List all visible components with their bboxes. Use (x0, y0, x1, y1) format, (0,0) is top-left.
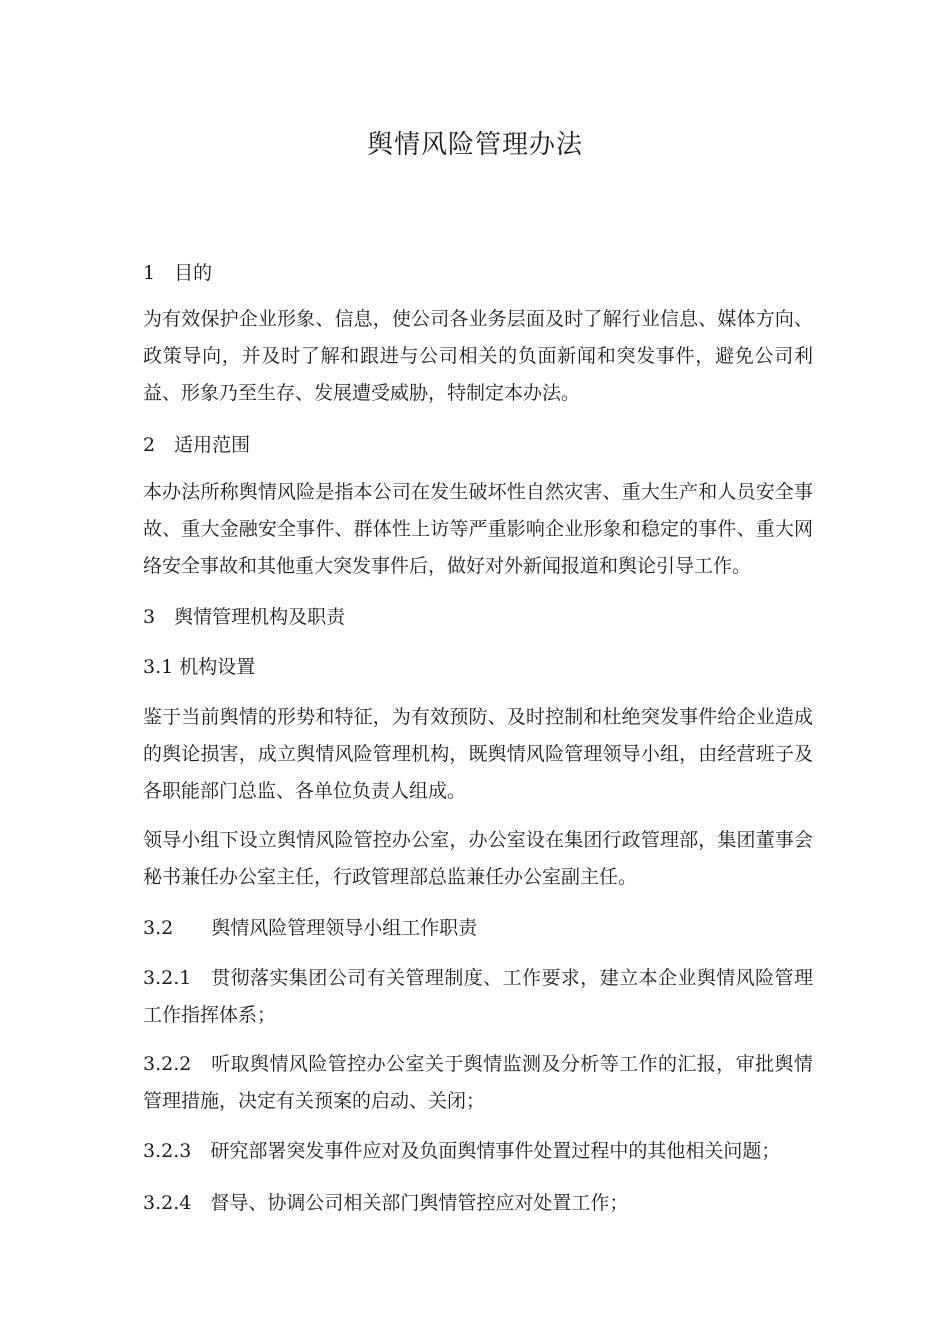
duty-item-3-2-1: 3.2.1 贯彻落实集团公司有关管理制度、工作要求，建立本企业舆情风险管理工作指挥体系； (143, 967, 813, 1026)
duty-item-3-2-4: 3.2.4 督导、协调公司相关部门舆情管控应对处置工作； (143, 1192, 629, 1214)
section-heading-3-2: 3.2 舆情风险管理领导小组工作职责 (143, 917, 478, 939)
document-title: 舆情风险管理办法 (366, 130, 583, 160)
section-heading-3-1: 3.1 机构设置 (143, 656, 256, 678)
section-heading-3: 3 舆情管理机构及职责 (143, 606, 346, 628)
section-heading-1: 1 目的 (143, 262, 213, 284)
paragraph-scope: 本办法所称舆情风险是指本公司在发生破坏性自然灾害、重大生产和人员安全事故、重大金融安全事件、群体性上访等严重影响企业形象和稳定的事件、重大网络安全事故和其他重大突发事件后，做好对外新闻报道和舆论引导工作。 (143, 481, 813, 577)
duty-item-3-2-2: 3.2.2 听取舆情风险管控办公室关于舆情监测及分析等工作的汇报，审批舆情管理措施，决定有关预案的启动、关闭； (143, 1053, 813, 1112)
section-heading-2: 2 适用范围 (143, 434, 251, 456)
duty-item-3-2-3: 3.2.3 研究部署突发事件应对及负面舆情事件处置过程中的其他相关问题； (143, 1140, 781, 1162)
paragraph-purpose: 为有效保护企业形象、信息，使公司各业务层面及时了解行业信息、媒体方向、政策导向，并及时了解和跟进与公司相关的负面新闻和突发事件，避免公司利益、形象乃至生存、发展遭受威胁，特制定本办法。 (143, 308, 813, 404)
paragraph-office: 领导小组下设立舆情风险管控办公室，办公室设在集团行政管理部，集团董事会秘书兼任办公室主任，行政管理部总监兼任办公室副主任。 (143, 829, 813, 888)
paragraph-organization: 鉴于当前舆情的形势和特征，为有效预防、及时控制和杜绝突发事件给企业造成的舆论损害，成立舆情风险管理机构，既舆情风险管理领导小组，由经营班子及各职能部门总监、各单位负责人组成。 (143, 706, 813, 802)
